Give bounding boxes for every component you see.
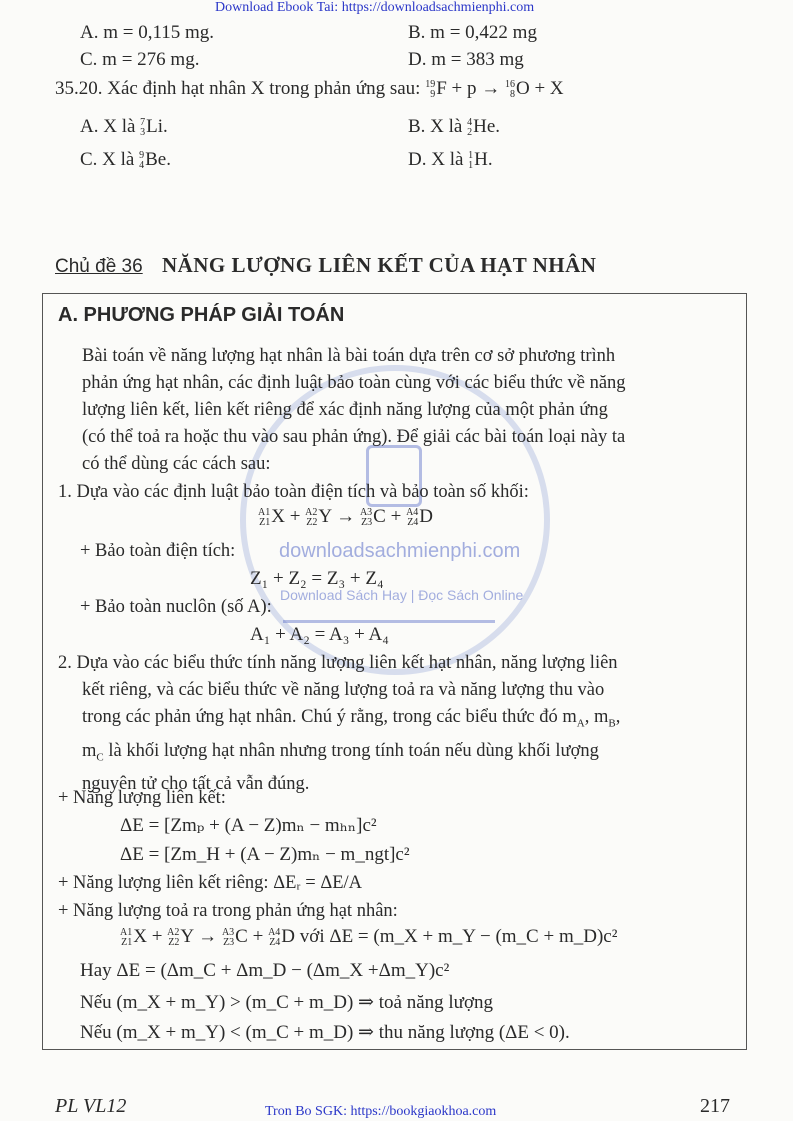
- q-option-d: D. X là 1 1 H.: [408, 149, 493, 171]
- nucleon-conservation-label: + Bảo toàn nuclôn (số A):: [80, 597, 272, 617]
- reaction-equation: A1 Z1 X + A2 Z2 Y → A3 Z3 C + A4 Z4 D: [258, 506, 434, 528]
- prev-option-b: B. m = 0,422 mg: [408, 22, 537, 43]
- charge-conservation-eq: Z₁ + Z₂ = Z₃ + Z₄: [250, 568, 384, 589]
- chapter-title: NĂNG LƯỢNG LIÊN KẾT CỦA HẠT NHÂN: [161, 253, 597, 277]
- binding-energy-eq-2: ΔE = [Zm_H + (A − Z)mₙ − m_ngt]c²: [120, 844, 410, 865]
- condition-release: Nếu (m_X + m_Y) > (m_C + m_D) ⇒ toả năng lượng: [80, 992, 493, 1013]
- question-number: 35.20.: [55, 78, 103, 99]
- charge-conservation-label: + Bảo toàn điện tích:: [80, 541, 236, 561]
- q-option-c: C. X là 9 4 Be.: [80, 149, 171, 171]
- nucleon-conservation-eq: A₁ + A₂ = A₃ + A₄: [250, 624, 389, 645]
- intro-paragraph: Bài toán về năng lượng hạt nhân là bài toán dựa trên cơ sở phương trình phản ứng hạt nhân, các định luật bảo toàn cùng với các biểu thức về năng lượng liên kết, liên kết riêng để xác định năng lượng của một phản ứng (có thể toả ra hoặc thu vào sau phản ứng). Để giải các bài toán loại này ta có thể dùng các cách sau:: [82, 346, 626, 474]
- binding-energy-eq-1: ΔE = [Zmₚ + (A − Z)mₙ − mₕₙ]c²: [120, 815, 377, 836]
- specific-binding-energy: + Năng lượng liên kết riêng: ΔEᵣ = ΔE/A: [58, 873, 363, 893]
- method-item-1: 1. Dựa vào các định luật bảo toàn điện tích và bảo toàn số khối:: [58, 482, 529, 502]
- released-energy-label: + Năng lượng toả ra trong phản ứng hạt nhân:: [58, 901, 398, 921]
- watermark-tagline: Download Sách Hay | Đọc Sách Online: [280, 587, 524, 603]
- condition-absorb: Nếu (m_X + m_Y) < (m_C + m_D) ⇒ thu năng lượng (ΔE < 0).: [80, 1022, 570, 1043]
- q-option-a: A. X là 7 3 Li.: [80, 116, 168, 138]
- watermark-site: downloadsachmienphi.com: [279, 540, 521, 562]
- prev-option-c: C. m = 276 mg.: [80, 49, 200, 70]
- isotope-o: 16 8: [504, 78, 515, 100]
- question-35-20: 35.20. Xác định hạt nhân X trong phản ứng sau: 19 9 F + p → 16 8 O + X: [55, 78, 564, 100]
- binding-energy-label: + Năng lượng liên kết:: [58, 788, 226, 808]
- footer-book-code: PL VL12: [55, 1095, 127, 1117]
- top-download-banner[interactable]: Download Ebook Tai: https://downloadsachmienphi.com: [215, 0, 535, 15]
- bottom-sgk-banner[interactable]: Tron Bo SGK: https://bookgiaokhoa.com: [265, 1104, 497, 1119]
- watermark-underline: [283, 620, 495, 623]
- section-a-heading: A. PHƯƠNG PHÁP GIẢI TOÁN: [58, 304, 345, 326]
- chapter-label: Chủ đề 36: [55, 256, 143, 277]
- hay-equation: Hay ΔE = (Δm_C + Δm_D − (Δm_X +Δm_Y)c²: [80, 960, 450, 981]
- q-option-b: B. X là 4 2 He.: [408, 116, 501, 138]
- isotope-f: 19 9: [425, 78, 436, 100]
- prev-option-d: D. m = 383 mg: [408, 49, 524, 70]
- prev-option-a: A. m = 0,115 mg.: [80, 22, 215, 43]
- question-text: Xác định hạt nhân X trong phản ứng sau:: [107, 78, 421, 99]
- released-energy-eq: A1 Z1 X + A2 Z2 Y → A3 Z3 C + A4 Z4 D với ΔE = (m_X + m_Y − (m_C + m_D)c²: [120, 926, 618, 948]
- chapter-heading: [55, 253, 596, 278]
- page-number: 217: [700, 1095, 730, 1117]
- method-item-2: 2. Dựa vào các biểu thức tính năng lượng liên kết hạt nhân, năng lượng liên kết riêng, và các biểu thức về năng lượng toả ra và năng lượng thu vào trong các phản ứng hạt nhân. Chú ý rằng, trong các biểu thức đó $m_A$, $m_B$, $m_C$ là khối lượng hạt nhân nhưng trong tính toán nếu dùng khối lượng nguyên tử cho tất cả vẫn đúng.: [58, 653, 621, 795]
